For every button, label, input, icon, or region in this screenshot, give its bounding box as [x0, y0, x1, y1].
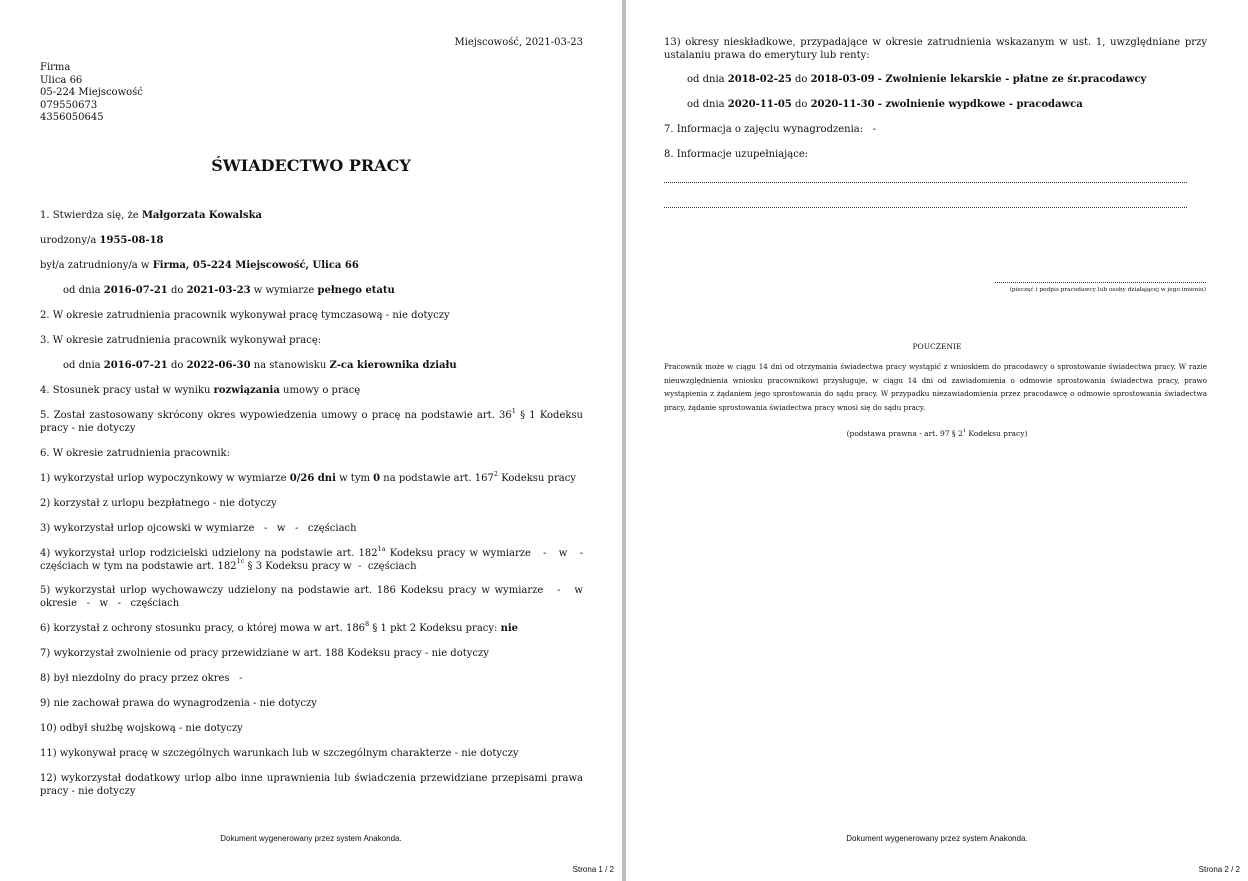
birth-date: 1955-08-18: [99, 235, 164, 246]
company-line: 05-224 Miejscowość: [40, 87, 143, 98]
employee-name: Małgorzata Kowalska: [141, 210, 262, 221]
item-11: 11) wykonywał pracę w szczególnych warunkach lub w szczególnym charakterze - nie dotyczy: [40, 748, 519, 759]
pouczenie-text: Pracownik może w ciągu 14 dni od otrzymania świadectwa pracy wystąpić z wnioskiem do pracodawcy o sprostowanie świadectwa pracy. W razie nieuwzględnienia wniosku pracownikowi przysługuje, w ciągu 14 dni od zawiadomienia o odmowie sprostowania świadectwa pracy, prawo wystąpienia z żądaniem jego sprostowania do sądu pracy. W przypadku niezawiadomienia przez pracodawcę o odmowie sprostowania świadectwa pracy, żądanie sprostowania świadectwa pracy wnosi się do sądu pracy.: [664, 362, 1207, 412]
vacation-days: 0/26 dni: [289, 473, 336, 484]
section-8: 8. Informacje uzupełniające:: [664, 149, 809, 160]
document-title: ŚWIADECTWO PRACY: [211, 156, 411, 175]
nc-from: 2018-02-25: [727, 74, 792, 85]
employment-period: od dnia 2016-07-21 do 2021-03-23 w wymiarze pełnego etatu: [63, 285, 395, 296]
page-1: [0, 0, 622, 881]
signature-caption: (pieczęć i podpis pracodawcy lub osoby działającej w jego imieniu): [1009, 287, 1206, 293]
nc-to: 2020-11-30: [810, 99, 875, 110]
section-6: 6. W okresie zatrudnienia pracownik:: [40, 448, 230, 459]
item-13: 13) okresy nieskładkowe, przypadające w okresie zatrudnienia wskazanym w ust. 1, uwzględniane przy ustalaniu prawa do emerytury lub renty:: [664, 37, 1207, 61]
company-line: Firma: [40, 62, 71, 73]
dotted-line: [664, 207, 1187, 208]
page-2: [626, 0, 1248, 881]
item-6: 6) korzystał z ochrony stosunku pracy, o której mowa w art. $186^8$ § 1 pkt 2 Kodeksu pracy: nie: [40, 619, 519, 634]
position-from: 2016-07-21: [103, 360, 168, 371]
legal-basis: (podstawa prawna - art. 97 § $2^1$ Kodeksu pracy): [846, 427, 1028, 438]
item-8: 8) był niezdolny do pracy przez okres -: [40, 673, 243, 684]
section-3: 3. W okresie zatrudnienia pracownik wykonywał pracę:: [40, 335, 322, 346]
dotted-line: [664, 182, 1187, 183]
company-line: Ulica 66: [40, 74, 83, 86]
signature-line: [995, 282, 1206, 283]
page-number: Strona 2 / 2: [1198, 865, 1240, 874]
item-2: 2) korzystał z urlopu bezpłatnego - nie dotyczy: [40, 498, 277, 509]
employer-name: Firma, 05-224 Miejscowość, Ulica 66: [152, 260, 359, 271]
pouczenie-title: POUCZENIE: [912, 342, 962, 351]
item-3: 3) wykorzystał urlop ojcowski w wymiarze - w - częściach: [40, 523, 357, 534]
non-contribution-period: od dnia 2018-02-25 do 2018-03-09 - Zwolnienie lekarskie - płatne ze śr.pracodawcy: [687, 74, 1147, 85]
section-4: 4. Stosunek pracy ustał w wyniku rozwiązania umowy o pracę: [40, 385, 361, 396]
nc-to: 2018-03-09: [810, 74, 875, 85]
position-period: od dnia 2016-07-21 do 2022-06-30 na stanowisku Z-ca kierownika działu: [63, 360, 457, 371]
non-contribution-period: od dnia 2020-11-05 do 2020-11-30 - zwolnienie wypdkowe - pracodawca: [687, 99, 1083, 110]
section-1: [40, 210, 262, 223]
protection-answer: nie: [500, 623, 519, 634]
nc-from: 2020-11-05: [727, 99, 792, 110]
employer-label: był/a zatrudniony/a w: [40, 260, 150, 271]
born-label: urodzony/a: [40, 235, 97, 246]
item-4: 4) wykorzystał urlop rodzicielski udzielony na podstawie art. $182^{1a}$ Kodeksu pracy w wymiarze - w - częściach w tym na podstawie art. $182^{1c}$ § 3 Kodeksu pracy w - częściach: [40, 544, 587, 572]
item-9: 9) nie zachował prawa do wynagrodzenia - nie dotyczy: [40, 698, 317, 709]
section-5: 5. Został zastosowany skrócony okres wypowiedzenia umowy o pracę na podstawie art. $36^1$ § 1 Kodeksu pracy - nie dotyczy: [40, 406, 583, 434]
nc-description: - Zwolnienie lekarskie - płatne ze śr.pracodawcy: [877, 74, 1147, 85]
s1-label: 1. Stwierdza się, że: [40, 210, 139, 221]
employer-line: [40, 260, 359, 273]
position-to: 2022-06-30: [186, 360, 251, 371]
section-2: 2. W okresie zatrudnienia pracownik wykonywał pracę tymczasową - nie dotyczy: [40, 310, 450, 321]
item-5: 5) wykorzystał urlop wychowawczy udzielony na podstawie art. 186 Kodeksu pracy w wymiarze - w okresie - w - częściach: [40, 585, 587, 609]
page-number: Strona 1 / 2: [572, 865, 614, 874]
position-name: Z-ca kierownika działu: [329, 360, 457, 371]
termination-mode: rozwiązania: [213, 385, 280, 396]
item-12: 12) wykorzystał dodatkowy urlop albo inne uprawnienia lub świadczenia przewidziane przepisami prawa pracy - nie dotyczy: [40, 773, 583, 797]
company-line: 079550673: [40, 99, 98, 111]
item-7: 7) wykorzystał zwolnienie od pracy przewidziane w art. 188 Kodeksu pracy - nie dotyczy: [40, 648, 489, 659]
period-to: 2021-03-23: [186, 285, 251, 296]
period-from: 2016-07-21: [103, 285, 168, 296]
item-10: 10) odbył służbę wojskową - nie dotyczy: [40, 723, 243, 734]
company-line: 4356050645: [40, 112, 104, 123]
work-dimension: pełnego etatu: [317, 285, 395, 296]
item-1: 1) wykorzystał urlop wypoczynkowy w wymiarze 0/26 dni w tym 0 na podstawie art. $167^2$ Kodeksu pracy: [40, 469, 576, 484]
page-footer: Dokument wygenerowany przez system Anakonda.: [220, 834, 402, 843]
section-7: 7. Informacja o zajęciu wynagrodzenia: -: [664, 124, 877, 135]
nc-description: - zwolnienie wypdkowe - pracodawca: [877, 99, 1083, 110]
page-footer: Dokument wygenerowany przez system Anakonda.: [846, 834, 1028, 843]
place-date: Miejscowość, 2021-03-23: [454, 37, 583, 48]
company-address: [40, 62, 143, 125]
birth-line: [40, 235, 164, 248]
